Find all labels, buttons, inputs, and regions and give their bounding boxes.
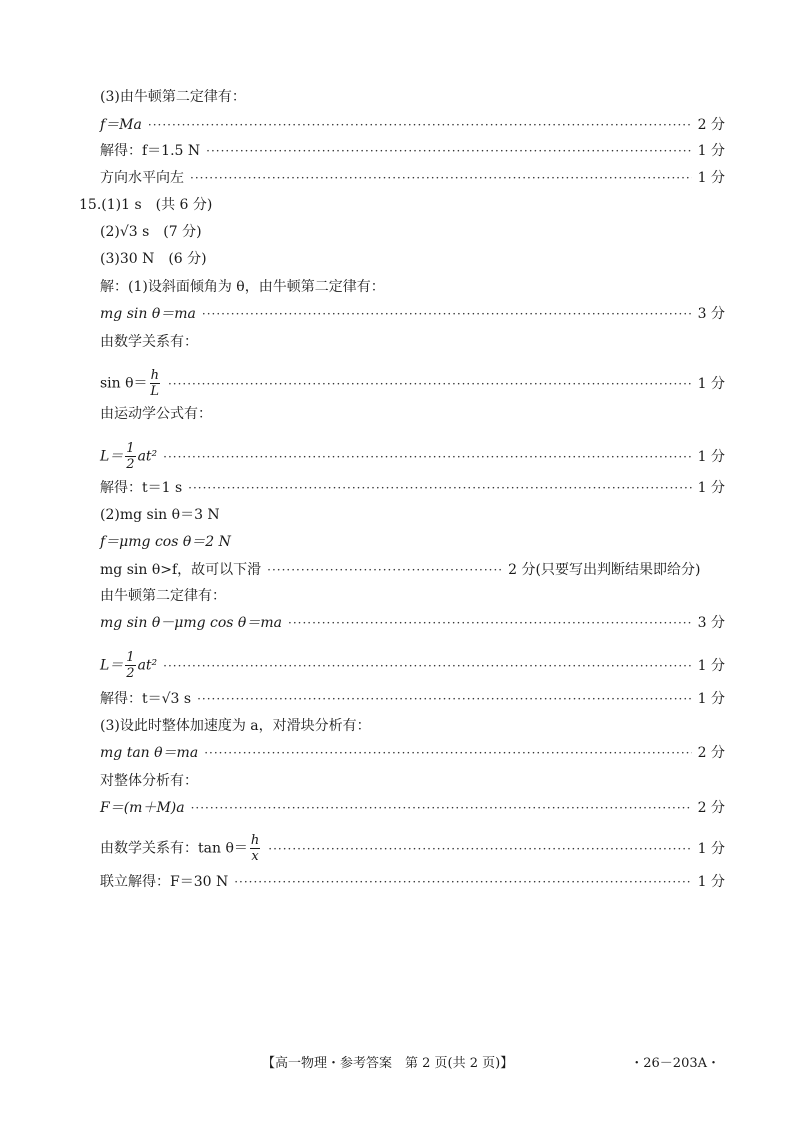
- score: 2 分: [697, 745, 725, 761]
- dot-leader: [267, 561, 502, 579]
- line-sin-theta: sin θ＝ $\frac{h}{L}$ ····· 1 分: [100, 368, 725, 399]
- fraction: $\frac{1}{2}$: [126, 650, 135, 681]
- question-15-part2: (2)√3 s (7 分): [100, 224, 202, 240]
- line-solve-t-2: 解得：t＝√3 s ····· 1 分: [100, 690, 725, 708]
- line-L-formula-1: L＝ $\frac{1}{2}$ at² ····· 1 分: [100, 441, 725, 472]
- score: 1 分: [697, 448, 725, 465]
- line-math-relation: 由数学关系有：: [100, 334, 198, 350]
- footer-code: ・26－203A・: [630, 1056, 720, 1071]
- line-f-equals-ma: f＝Ma ····· 2 分: [100, 116, 725, 134]
- line-mg-sin-eq: mg sin θ＝ma ····· 3 分: [100, 305, 725, 323]
- score: 1 分: [697, 691, 725, 707]
- dot-leader: [163, 448, 691, 466]
- dot-leader: [168, 375, 692, 393]
- dot-leader: [204, 744, 691, 762]
- dot-leader: [188, 479, 691, 497]
- line-can-slide: mg sin θ>f，故可以下滑 ····· 2 分(只要写出判断结果即给分): [100, 561, 725, 579]
- line-solve-t-1: 解得：t＝1 s ····· 1 分: [100, 479, 725, 497]
- score: 1 分: [697, 143, 725, 159]
- line-kinematics-heading: 由运动学公式有：: [100, 406, 212, 422]
- footer-page-info: 【高一物理・参考答案 第 2 页(共 2 页)】: [262, 1056, 514, 1071]
- dot-leader: [197, 690, 692, 708]
- score: 1 分: [697, 375, 725, 392]
- score: 1 分: [697, 874, 725, 890]
- line-whole-analysis: 对整体分析有：: [100, 773, 198, 789]
- line-mg-tan: mg tan θ＝ma ····· 2 分: [100, 744, 725, 762]
- score: 1 分: [697, 170, 725, 186]
- line-L-formula-2: L＝ $\frac{1}{2}$ at² ····· 1 分: [100, 650, 725, 681]
- dot-leader: [202, 305, 692, 323]
- score: 1 分: [697, 657, 725, 674]
- fraction: $\frac{h}{x}$: [250, 833, 260, 864]
- score: 2 分(只要写出判断结果即给分): [508, 562, 701, 578]
- fraction: $\frac{h}{L}$: [150, 368, 160, 399]
- line-solution-intro: 解：(1)设斜面倾角为 θ，由牛顿第二定律有：: [100, 279, 385, 295]
- dot-leader: [190, 169, 692, 187]
- dot-leader: [148, 116, 692, 134]
- line-mg-sin-3N: (2)mg sin θ＝3 N: [100, 507, 220, 523]
- line-final-answer: 联立解得：F＝30 N ····· 1 分: [100, 873, 725, 891]
- dot-leader: [268, 840, 691, 858]
- line-F-total: F＝(m＋M)a ····· 2 分: [100, 799, 725, 817]
- question-15-part3: (3)30 N (6 分): [100, 251, 207, 267]
- line-newton-heading-2: 由牛顿第二定律有：: [100, 588, 226, 604]
- line-part3-intro: (3)设此时整体加速度为 a，对滑块分析有：: [100, 718, 371, 734]
- question-15-part1: 15.(1)1 s (共 6 分): [79, 197, 213, 213]
- line-tan-theta: 由数学关系有：tan θ＝ $\frac{h}{x}$ ····· 1 分: [100, 833, 725, 864]
- page-footer: [0, 1052, 800, 1072]
- score: 1 分: [697, 840, 725, 857]
- dot-leader: [206, 142, 691, 160]
- line-friction-2N: f＝μmg cos θ＝2 N: [100, 534, 231, 550]
- score: 3 分: [697, 306, 725, 322]
- score: 2 分: [697, 800, 725, 816]
- line-solve-f: 解得：f＝1.5 N ····· 1 分: [100, 142, 725, 160]
- line-3-newton-heading: (3)由牛顿第二定律有：: [100, 89, 246, 105]
- fraction: $\frac{1}{2}$: [126, 441, 135, 472]
- line-net-force: mg sin θ－μmg cos θ＝ma ····· 3 分: [100, 614, 725, 632]
- dot-leader: [234, 873, 691, 891]
- score: 1 分: [697, 480, 725, 496]
- dot-leader: [288, 614, 692, 632]
- score: 2 分: [697, 117, 725, 133]
- dot-leader: [191, 799, 692, 817]
- line-direction: 方向水平向左 ····· 1 分: [100, 169, 725, 187]
- dot-leader: [163, 657, 691, 675]
- score: 3 分: [697, 615, 725, 631]
